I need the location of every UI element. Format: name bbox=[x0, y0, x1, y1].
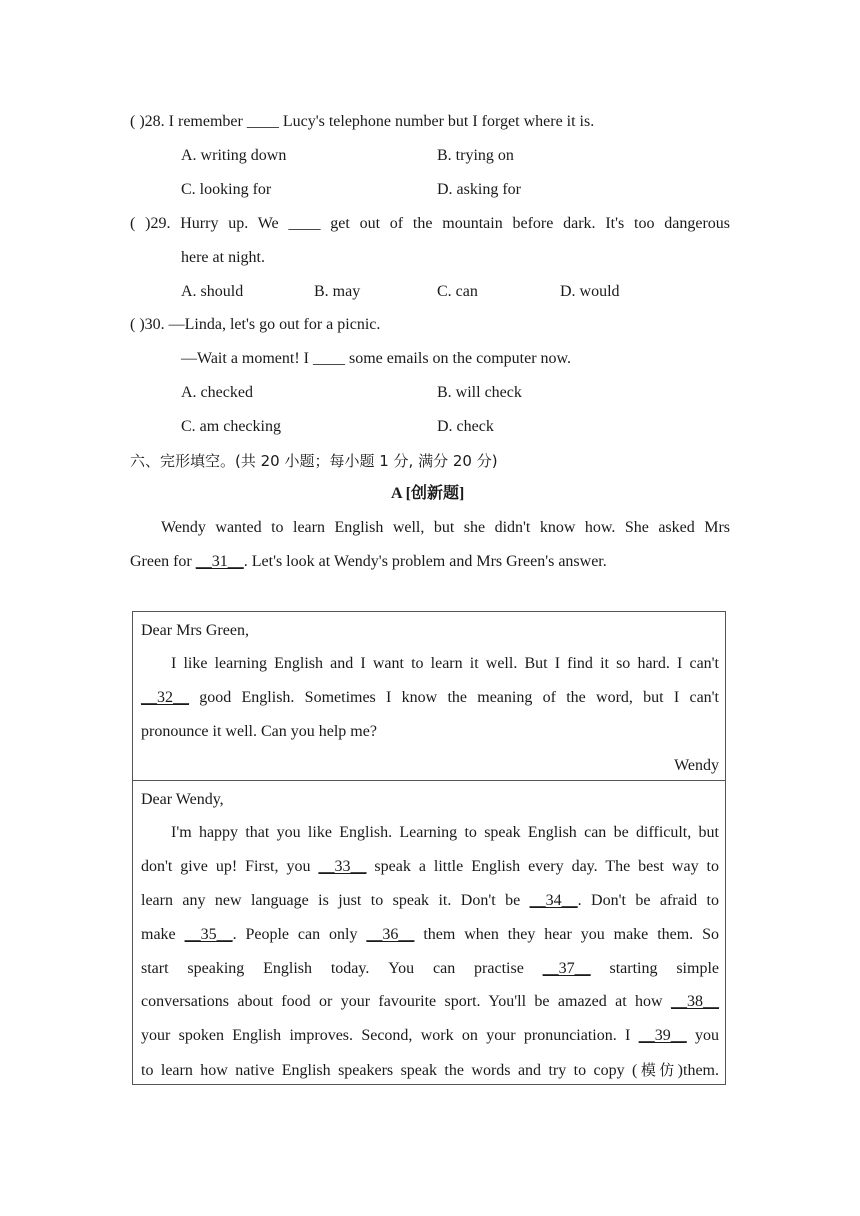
intro-line-1: Wendy wanted to learn English well, but she didn't know how. She asked Mrs bbox=[161, 519, 730, 536]
option-d[interactable]: D. asking for bbox=[437, 181, 521, 198]
letter2-line-1: I'm happy that you like English. Learning to speak English can be difficult, but bbox=[171, 824, 719, 841]
letter1-signature: Wendy bbox=[674, 757, 719, 774]
passage-subtitle: A [创新题] bbox=[391, 485, 465, 502]
option-d[interactable]: D. would bbox=[560, 283, 620, 300]
letter2-greeting: Dear Wendy, bbox=[141, 791, 224, 808]
letter2-line-6: conversations about food or your favourite sport. You'll be amazed at how __38__ bbox=[141, 993, 719, 1010]
letter2-line-2: don't give up! First, you __33__ speak a little English every day. The best way to bbox=[141, 858, 720, 875]
question-30-stem bbox=[130, 315, 380, 335]
option-a[interactable]: A. checked bbox=[181, 384, 253, 401]
answer-bracket[interactable]: ( ) bbox=[130, 113, 145, 130]
letter2-line-4: make __35__. People can only __36__ them when they hear you make them. So bbox=[141, 926, 719, 943]
letter2-line-3: learn any new language is just to speak it. Don't be __34__. Don't be afraid to bbox=[141, 892, 720, 909]
blank-39[interactable]: __39__ bbox=[638, 1027, 687, 1044]
blank-33[interactable]: __33__ bbox=[318, 858, 367, 875]
section-title: 六、完形填空。(共 20 小题；每小题 1 分, 满分 20 分) bbox=[130, 452, 498, 470]
question-30-stem-cont: —Wait a moment! I ____ some emails on the computer now. bbox=[181, 350, 572, 367]
blank-34[interactable]: __34__ bbox=[529, 892, 578, 909]
blank-36[interactable]: __36__ bbox=[366, 926, 415, 943]
intro-line-2: Green for __31__. Let's look at Wendy's problem and Mrs Green's answer. bbox=[130, 553, 607, 570]
answer-bracket[interactable]: ( ) bbox=[130, 215, 151, 232]
answer-bracket[interactable]: ( ) bbox=[130, 316, 145, 333]
blank-32[interactable]: __32__ bbox=[141, 689, 189, 706]
letter2-line-5: start speaking English today. You can practise __37__ starting simple bbox=[141, 960, 719, 977]
letter1-line-1: I like learning English and I want to learn it well. But I find it so hard. I can't bbox=[171, 655, 719, 672]
question-text: 30. —Linda, let's go out for a picnic. bbox=[144, 316, 381, 333]
letter-divider bbox=[132, 780, 726, 781]
letter2-line-8: to learn how native English speakers speak the words and try to copy (模仿)them. bbox=[141, 1061, 719, 1079]
blank-31[interactable]: __31__ bbox=[195, 553, 244, 570]
letter1-line-2: __32__ good English. Sometimes I know the meaning of the word, but I can't bbox=[141, 689, 719, 706]
option-a[interactable]: A. should bbox=[181, 283, 244, 300]
question-text: 29. Hurry up. We ____ get out of the mountain before dark. It's too dangerous bbox=[150, 215, 731, 232]
question-28-stem bbox=[130, 112, 594, 132]
letter2-line-7: your spoken English improves. Second, work on your pronunciation. I __39__ you bbox=[141, 1027, 719, 1044]
question-29-stem bbox=[130, 214, 730, 234]
blank-38[interactable]: __38__ bbox=[671, 993, 719, 1010]
option-c[interactable]: C. am checking bbox=[181, 418, 281, 435]
question-29-stem-cont: here at night. bbox=[181, 249, 265, 266]
letter-table bbox=[132, 611, 726, 1085]
option-c[interactable]: C. looking for bbox=[181, 181, 272, 198]
option-d[interactable]: D. check bbox=[437, 418, 494, 435]
blank-37[interactable]: __37__ bbox=[542, 960, 591, 977]
letter1-line-3: pronounce it well. Can you help me? bbox=[141, 723, 377, 740]
blank-35[interactable]: __35__ bbox=[184, 926, 233, 943]
option-b[interactable]: B. may bbox=[314, 283, 361, 300]
question-text: 28. I remember ____ Lucy's telephone number but I forget where it is. bbox=[144, 113, 595, 130]
option-c[interactable]: C. can bbox=[437, 283, 478, 300]
option-a[interactable]: A. writing down bbox=[181, 147, 287, 164]
letter1-greeting: Dear Mrs Green, bbox=[141, 622, 249, 639]
option-b[interactable]: B. trying on bbox=[437, 147, 514, 164]
option-b[interactable]: B. will check bbox=[437, 384, 522, 401]
